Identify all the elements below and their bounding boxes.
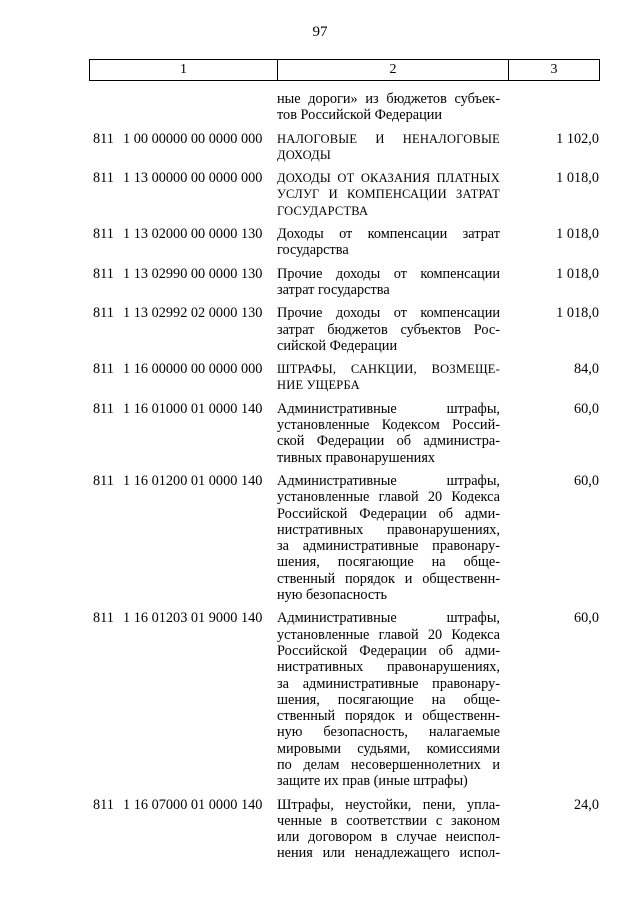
amount: 24,0 xyxy=(573,796,599,813)
table-header-col-1: 1 xyxy=(180,62,187,77)
income-name-line: ДОХОДЫ ОТ ОКАЗАНИЯ ПЛАТНЫХ xyxy=(277,171,500,186)
amount: 60,0 xyxy=(573,472,599,489)
income-name xyxy=(277,401,500,466)
income-name-line: ные дороги» из бюджетов субъек- xyxy=(277,91,500,107)
table-row xyxy=(89,266,600,299)
income-name-line: НАЛОГОВЫЕ И НЕНАЛОГОВЫЕ xyxy=(277,131,500,146)
classification-code: 1 16 01203 01 9000 140 xyxy=(123,610,263,627)
table-header-col-3: 3 xyxy=(508,60,599,80)
income-name-line: НИЕ УЩЕРБА xyxy=(277,378,360,393)
income-name-line: ской Федерации об администра- xyxy=(277,433,500,450)
income-name-line: нистративных правонарушениях, xyxy=(277,521,500,538)
admin-code: 811 xyxy=(93,472,114,489)
table-row xyxy=(89,797,600,862)
income-name xyxy=(277,797,500,862)
table-row xyxy=(89,401,600,466)
income-name-line: шения, посягающие на обще- xyxy=(277,554,500,571)
income-name-line: мировыми судьями, комиссиями xyxy=(277,740,500,757)
admin-code xyxy=(89,91,123,124)
income-name-line: нения или ненадлежащего испол- xyxy=(277,845,500,862)
income-name-line: за административные правонару- xyxy=(277,675,500,692)
income-name-line: шения, посягающие на обще- xyxy=(277,691,500,708)
income-name-line: Российской Федерации об адми- xyxy=(277,642,500,659)
income-name xyxy=(277,226,500,259)
classification-code: 1 13 02000 00 0000 130 xyxy=(123,226,263,243)
income-name xyxy=(277,610,500,789)
table-row xyxy=(89,473,600,603)
income-name-line: защите их прав (иные штрафы) xyxy=(277,773,468,790)
income-name-line: за административные правонару- xyxy=(277,538,500,555)
table-header-col-2: 2 xyxy=(277,60,508,80)
income-name-line: Административные штрафы, xyxy=(277,610,500,627)
income-name-line: тов Российской Федерации xyxy=(277,107,443,124)
classification-code: 1 13 00000 00 0000 000 xyxy=(123,170,263,187)
amount: 1 018,0 xyxy=(556,226,599,243)
income-name xyxy=(277,361,500,394)
table-row xyxy=(89,170,600,219)
admin-code: 811 xyxy=(93,170,114,187)
income-name-line: Штрафы, неустойки, пени, упла- xyxy=(277,796,500,813)
table-row xyxy=(89,610,600,789)
table-row xyxy=(89,361,600,394)
income-name xyxy=(277,170,500,219)
admin-code: 811 xyxy=(93,226,114,243)
income-name-line: ШТРАФЫ, САНКЦИИ, ВОЗМЕЩЕ- xyxy=(277,362,500,377)
amount: 1 018,0 xyxy=(556,170,599,187)
income-name-line: Доходы от компенсации затрат xyxy=(277,226,500,243)
income-name xyxy=(277,473,500,603)
income-name-line: тивных правонарушениях xyxy=(277,449,436,466)
classification-code: 1 13 02990 00 0000 130 xyxy=(123,265,263,282)
income-name-line: затрат государства xyxy=(277,281,390,298)
income-name-line: установленные главой 20 Кодекса xyxy=(277,489,500,506)
income-name-line: Прочие доходы от компенсации xyxy=(277,265,500,282)
income-name-line: УСЛУГ И КОМПЕНСАЦИИ ЗАТРАТ xyxy=(277,187,500,202)
income-name xyxy=(277,131,500,164)
income-name-line: нистративных правонарушениях, xyxy=(277,659,500,676)
classification-code: 1 00 00000 00 0000 000 xyxy=(123,130,263,147)
amount: 84,0 xyxy=(573,361,599,378)
income-name-line: сийской Федерации xyxy=(277,337,398,354)
admin-code: 811 xyxy=(93,796,114,813)
income-name-line: по делам несовершеннолетних и xyxy=(277,756,500,773)
income-name-line: Административные штрафы, xyxy=(277,472,500,489)
income-name xyxy=(277,91,500,124)
income-name-line: ную безопасность, налагаемые xyxy=(277,724,500,741)
page-number: 97 xyxy=(312,24,328,40)
income-name-line: ДОХОДЫ xyxy=(277,147,332,162)
classification-code xyxy=(123,91,274,124)
income-name-line: ГОСУДАРСТВА xyxy=(277,203,369,218)
admin-code: 811 xyxy=(93,305,114,322)
admin-code: 811 xyxy=(93,265,114,282)
income-name-line: установленные Кодексом Россий- xyxy=(277,417,500,434)
income-name-line: затрат бюджетов субъектов Рос- xyxy=(277,321,500,338)
admin-code: 811 xyxy=(93,400,114,417)
table-row xyxy=(89,226,600,259)
admin-code: 811 xyxy=(93,610,114,627)
classification-code: 1 16 01000 01 0000 140 xyxy=(123,400,263,417)
income-name-line: установленные главой 20 Кодекса xyxy=(277,626,500,643)
income-name-line: ную безопасность xyxy=(277,587,387,604)
income-name-line: Прочие доходы от компенсации xyxy=(277,305,500,322)
amount: 1 102,0 xyxy=(556,130,599,147)
table-row xyxy=(89,91,600,124)
income-name-line: государства xyxy=(277,242,349,259)
table-row xyxy=(89,131,600,164)
amount: 1 018,0 xyxy=(556,305,599,322)
admin-code: 811 xyxy=(93,130,114,147)
income-name-line: ственный порядок и общественн- xyxy=(277,708,500,725)
amount: 60,0 xyxy=(573,400,599,417)
classification-code: 1 16 07000 01 0000 140 xyxy=(123,796,263,813)
income-name-line: или договором в случае неиспол- xyxy=(277,829,500,846)
amount: 60,0 xyxy=(573,610,599,627)
income-name-line: Российской Федерации об адми- xyxy=(277,505,500,522)
table-body xyxy=(89,91,600,869)
table-row xyxy=(89,305,600,354)
amount xyxy=(500,91,600,124)
classification-code: 1 13 02992 02 0000 130 xyxy=(123,305,263,322)
income-name-line: ственный порядок и общественн- xyxy=(277,570,500,587)
classification-code: 1 16 01200 01 0000 140 xyxy=(123,472,263,489)
income-name xyxy=(277,305,500,354)
admin-code: 811 xyxy=(93,361,114,378)
classification-code: 1 16 00000 00 0000 000 xyxy=(123,361,263,378)
amount: 1 018,0 xyxy=(556,265,599,282)
table-header xyxy=(89,59,600,81)
income-name-line: Административные штрафы, xyxy=(277,400,500,417)
income-name xyxy=(277,266,500,299)
income-name-line: ченные в соответствии с законом xyxy=(277,812,500,829)
